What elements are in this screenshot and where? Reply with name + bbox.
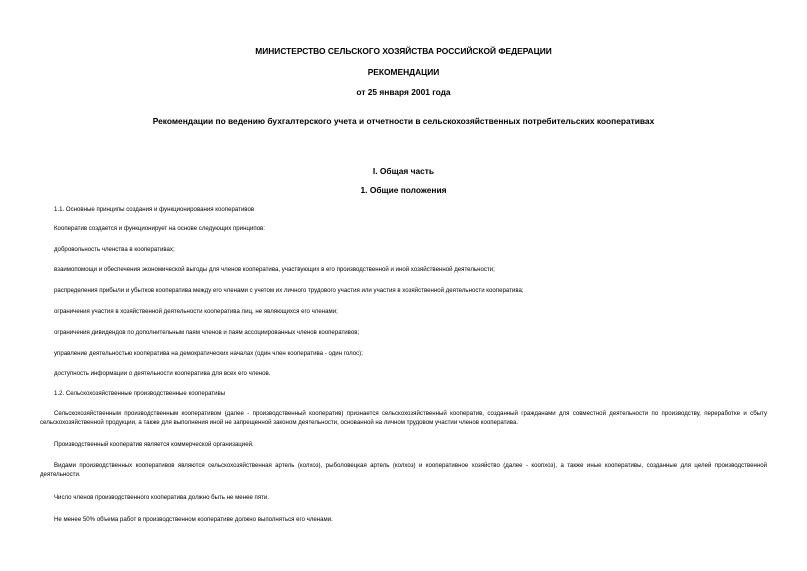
- principle-item: доступность информации о деятельности кооператива для всех его членов.: [54, 370, 271, 377]
- principle-item: управление деятельностью кооператива на демократических началах (один член кооператива - один голос);: [54, 350, 363, 357]
- principle-item: взаимопомощи и обеспечения экономической выгоды для членов кооператива, участвующих в его производственной и иной хозяйственной деятельности;: [54, 266, 495, 273]
- clause-1-2-heading: 1.2. Сельскохозяйственные производственные кооперативы: [54, 390, 226, 397]
- cooperative-kinds: Видами производственных кооперативов являются сельскохозяйственная артель (колхоз), рыболовецкая артель (колхоз) и кооперативное хозяйство (далее - коопхоз), а также иные кооперативы, созданные для целей производственной деятельности.: [40, 462, 767, 478]
- cooperative-definition: Сельскохозяйственным производственным кооперативом (далее - производственный кооператив) признается сельскохозяйственный кооператив, созданный гражданами для совместной деятельности по производству, переработке и сбыту сельскохозяйственной продукции, а также для выполнения иной не запрещенной законом деятельности, основанной на личном трудовом участии членов кооператива.: [40, 410, 767, 426]
- principle-item: ограничения дивидендов по дополнительным паям членов и паям ассоциированных членов кооперативов;: [54, 329, 360, 336]
- member-count: Число членов производственного кооператива должно быть не менее пяти.: [54, 494, 270, 501]
- document-title: Рекомендации по ведению бухгалтерского учета и отчетности в сельскохозяйственных потребительских кооперативах: [152, 116, 655, 126]
- document-type-heading: РЕКОМЕНДАЦИИ: [367, 67, 440, 77]
- principle-item: распределения прибыли и убытков кооператива между его членами с учетом их личного трудового участия или участия в хозяйственной деятельности кооператива;: [54, 287, 524, 294]
- section-subtitle: 1. Общие положения: [360, 185, 447, 195]
- clause-1-1-heading: 1.1. Основные принципы создания и функционирования кооперативов: [54, 206, 255, 213]
- ministry-heading: МИНИСТЕРСТВО СЕЛЬСКОГО ХОЗЯЙСТВА РОССИЙСКОЙ ФЕДЕРАЦИИ: [255, 46, 552, 56]
- principles-intro: Кооператив создается и функционирует на основе следующих принципов:: [54, 225, 265, 232]
- principle-item: добровольность членства в кооперативах;: [54, 246, 175, 253]
- section-title: I. Общая часть: [372, 166, 435, 176]
- work-share: Не менее 50% объема работ в производственном кооперативе должно выполняться его членами.: [54, 516, 333, 523]
- commercial-status: Производственный кооператив является коммерческой организацией.: [54, 441, 254, 448]
- document-date: от 25 января 2001 года: [356, 87, 451, 97]
- principle-item: ограничения участия в хозяйственной деятельности кооператива лиц, не являющихся его членами;: [54, 308, 338, 315]
